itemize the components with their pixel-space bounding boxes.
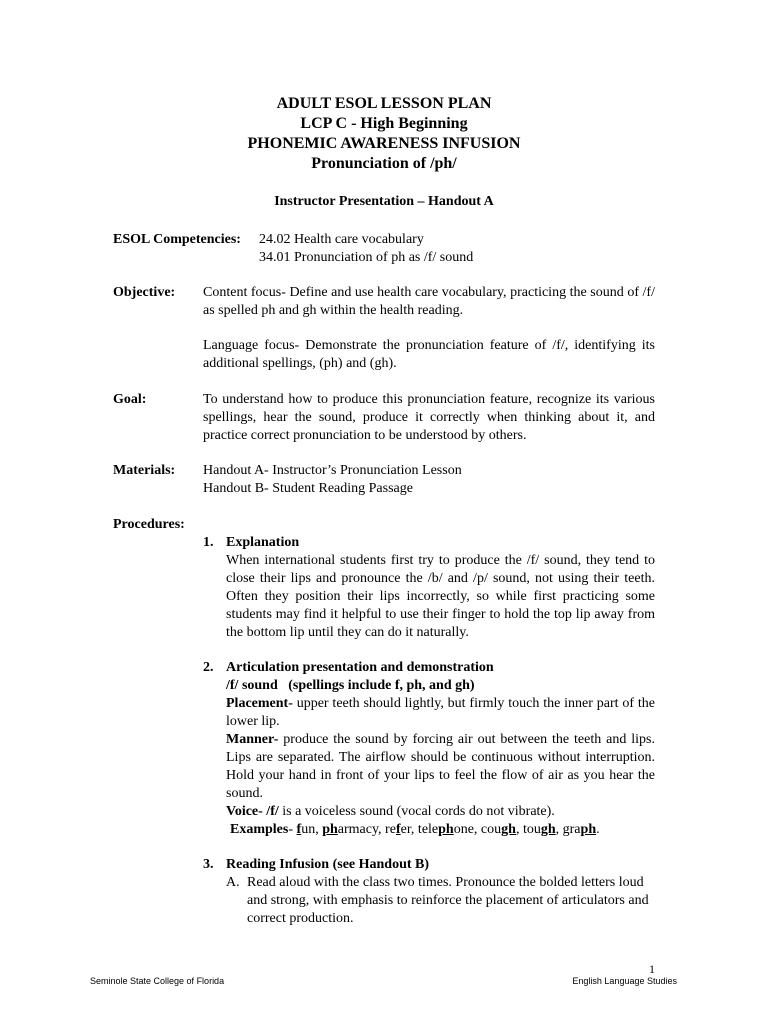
competencies-label: ESOL Competencies: xyxy=(113,232,241,247)
objective-language-focus: Language focus- Demonstrate the pronunciation feature of /f/, identifying its additional spellings, (ph) and (gh). xyxy=(203,338,655,371)
title-line-3: PHONEMIC AWARENESS INFUSION xyxy=(247,135,521,152)
item-heading: Explanation xyxy=(226,535,300,550)
objective-label: Objective: xyxy=(113,285,176,300)
sub-item-letter: A. xyxy=(226,875,240,890)
placement-label: Placement- xyxy=(226,696,293,711)
item-number: 2. xyxy=(203,660,214,675)
goal-label: Goal: xyxy=(113,392,147,407)
handout-subtitle: Instructor Presentation – Handout A xyxy=(274,194,494,209)
goal-text: To understand how to produce this pronunciation feature, recognize its various spellings, hear the sound, produce it correctly when thinking about it, and practice correct pronunciation to be understood by others. xyxy=(203,392,655,443)
placement-text: Placement- upper teeth should lightly, but firmly touch the inner part of the lower lip. xyxy=(226,696,655,729)
objective-body xyxy=(203,284,655,373)
item-subheading: /f/ sound (spellings include f, ph, and gh) xyxy=(226,678,475,693)
voice-text: Voice- /f/ is a voiceless sound (vocal cords do not vibrate). xyxy=(226,804,555,819)
title-line-1: ADULT ESOL LESSON PLAN xyxy=(276,95,492,112)
procedures-list xyxy=(203,534,655,928)
examples-label: Examples xyxy=(230,822,289,837)
materials-label: Materials: xyxy=(113,463,176,478)
footer-institution: Seminole State College of Florida xyxy=(90,976,225,986)
manner-label: Manner- xyxy=(226,732,279,747)
item-heading: Reading Infusion (see Handout B) xyxy=(226,857,430,872)
item-number: 3. xyxy=(203,857,214,872)
item-heading: Articulation presentation and demonstration xyxy=(226,660,494,675)
manner-text: Manner- produce the sound by forcing air out between the teeth and lips. Lips are separated. The airflow should be continuous without interruption. Hold your hand in front of your lips to feel the flow of air as you hear the sound. xyxy=(226,732,655,801)
document-title xyxy=(0,94,768,174)
item-text: When international students first try to produce the /f/ sound, they tend to close their lips and pronounce the /b/ and /p/ sound, not using their teeth. Often they position their lips incorrectly, so while first practicing some students may find it helpful to use their finger to hold the top lip away from the bottom lip until they can do it naturally. xyxy=(226,553,655,640)
voice-label: Voice- /f/ xyxy=(226,804,279,819)
sub-item-a xyxy=(226,874,655,928)
title-line-4: Pronunciation of /ph/ xyxy=(311,155,457,172)
page-number: 1 xyxy=(649,962,655,976)
objective-content-focus: Content focus- Define and use health care vocabulary, practicing the sound of /f/ as spelled ph and gh within the health reading. xyxy=(203,285,655,318)
procedure-item-explanation xyxy=(203,534,655,642)
material-item: Handout A- Instructor’s Pronunciation Lesson xyxy=(203,463,462,478)
title-line-2: LCP C - High Beginning xyxy=(300,115,468,132)
procedure-item-reading xyxy=(203,856,655,928)
procedures-label: Procedures: xyxy=(113,517,185,532)
procedure-item-articulation xyxy=(203,659,655,839)
material-item: Handout B- Student Reading Passage xyxy=(203,481,413,496)
competency-item: 34.01 Pronunciation of ph as /f/ sound xyxy=(259,250,474,265)
footer-department: English Language Studies xyxy=(572,976,677,986)
item-number: 1. xyxy=(203,535,214,550)
examples-line: Examples- fun, pharmacy, refer, telephone, cough, tough, graph. xyxy=(230,822,600,837)
materials-list xyxy=(203,462,655,498)
sub-item-text: Read aloud with the class two times. Pronounce the bolded letters loud and strong, with emphasis to reinforce the placement of articulators and correct production. xyxy=(247,875,649,926)
competency-item: 24.02 Health care vocabulary xyxy=(259,232,424,247)
